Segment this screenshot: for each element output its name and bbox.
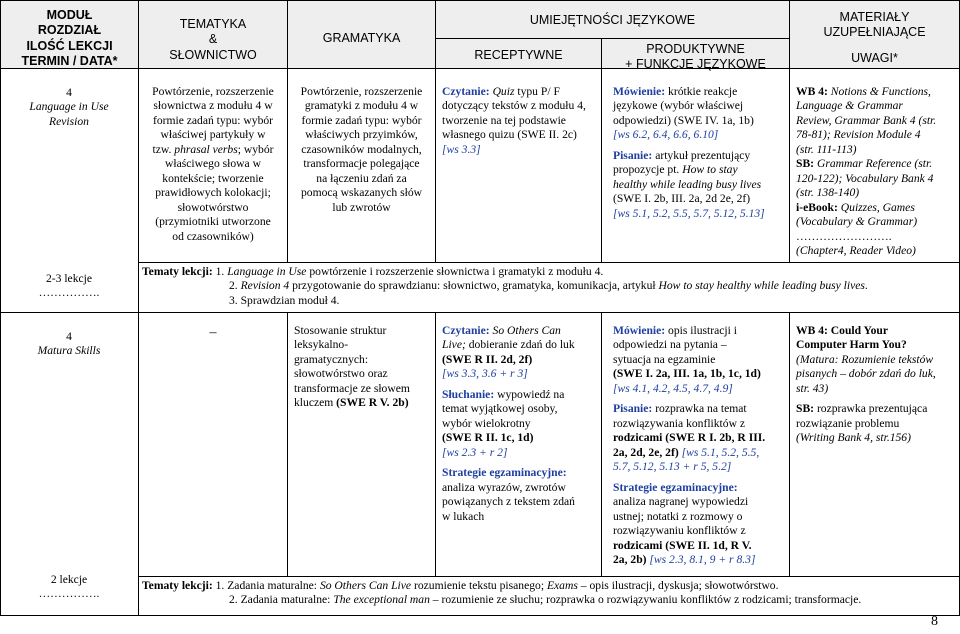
header-grammar: GRAMATYKA [322,31,401,45]
row2-receptive: Czytanie: So Others Can Live; dobieranie zdań do luk (SWE R II. 2d, 2f) [ws 3.3, 3.6 + r 3] Słuchanie: wypowiedź na temat wyjątkowej osoby, wybór wielokrotny (SWE R II. 1c, 1d) [ws 2.3 + r 2] Strategie egzaminacyjne: analiza wyrazów, zwrotów powiązanych z tekstem zdań w lukach [442,324,575,523]
divider [601,38,602,262]
divider [138,0,139,616]
row2-module: 4 Matura Skills [37,330,101,358]
divider [287,312,288,576]
divider [0,0,960,1]
header-skills: UMIEJĘTNOŚCI JĘZYKOWE [529,13,696,27]
header-materials: MATERIAŁY UZUPEŁNIAJĄCE [823,10,926,40]
divider [435,0,436,262]
divider [0,615,960,616]
divider [138,576,960,577]
page-number: 8 [931,613,938,629]
header-receptive: RECEPTYWNE [474,48,563,62]
divider [0,0,1,616]
divider [789,0,790,262]
divider [138,262,960,263]
row2-vocabulary: – [209,325,217,340]
row2-topics: Tematy lekcji: 1. Zadania maturalne: So Others Can Live rozumienie tekstu pisanego; Exams – opis ilustracji, dyskusja; słowotwórstwo. 2. Zadania maturalne: The exceptional man – rozumienie ze słuchu; rozprawka o rozwiązywaniu konfliktów z rodzicami; transformacje. [142,579,862,607]
row1-materials: WB 4: Notions & Functions, Language & Grammar Review, Grammar Bank 4 (str. 78-81); Revision Module 4 (str. 111-113) SB: Grammar Reference (str. 120-122); Vocabulary Bank 4 (str. 138-140) i-eBook: Quizzes, Games (Vocabulary & Grammar) ……………………. (Chapter4, Reader Video) [796,85,937,258]
row2-productive: Mówienie: opis ilustracji i odpowiedzi na pytania – sytuacja na egzaminie (SWE I. 2a, III. 1a, 1b, 1c, 1d) [ws 4.1, 4.2, 4.5, 4.7, 4.9] Pisanie: rozprawka na temat rozwiązywania konfliktów z rodzicami (SWE R I. 2b, R III. 2a, 2d, 2e, 2f) [ws 5.1, 5.2, 5.5, 5.7, 5.12, 5.13 + r 5, 5.2] Strategie egzaminacyjne: analiza nagranej wypowiedzi ustnej; notatki z rozmowy o rozwiązywaniu konfliktów z rodzicami (SWE II. 1d, R V. 2a, 2b) [ws 2.3, 8.1, 9 + r 8.3] [613,324,766,567]
row2-materials: WB 4: Could Your Computer Harm You? (Matura: Rozumienie tekstów pisanych – dobór zdań do luk, str. 43) SB: rozprawka prezentująca rozwiązanie problemu (Writing Bank 4, str.156) [796,324,936,445]
divider [435,312,436,576]
divider [0,312,960,313]
row1-vocabulary: Powtórzenie, rozszerzenie słownictwa z modułu 4 w formie zadań typu: wybór właściwej partykuły w tzw. phrasal verbs; wybór właściwego słowa w kontekście; tworzenie prawidłowych kolokacji; słowotwórstwo (przymiotniki utworzone od czasowników) [152,85,274,243]
divider [0,68,960,69]
divider [435,38,789,39]
row1-receptive: Czytanie: Quiz typu P/ F dotyczący tekstów z modułu 4, tworzenie na tej podstawie własnego quizu (SWE II. 2c) [ws 3.3] [442,85,586,156]
row1-grammar: Powtórzenie, rozszerzenie gramatyki z modułu 4 w formie zadań typu: wybór właściwych przyimków, czasowników modalnych, transformacje polegające na łączeniu zdań za pomocą wskazanych słów lub zwrotów [300,85,423,214]
row1-productive: Mówienie: krótkie reakcje językowe (wybór właściwej odpowiedzi) (SWE IV. 1a, 1b) [ws 6.2, 6.4, 6.6, 6.10] Pisanie: artykuł prezentujący propozycje pt. How to stay healthy while leading busy lives (SWE I. 2b, III. 2a, 2d 2e, 2f) [ws 5.1, 5.2, 5.5, 5.7, 5.12, 5.13] [613,85,765,220]
divider [287,0,288,262]
row2-lessons: 2 lekcje ……………. [38,573,100,601]
header-notes: UWAGI* [851,51,898,65]
row1-module: 4 Language in Use Revision [29,86,109,128]
header-topic-vocab: TEMATYKA & SŁOWNICTWO [169,17,257,62]
header-productive: PRODUKTYWNE + FUNKCJE JĘZYKOWE [625,42,766,72]
header-module: MODUŁ ROZDZIAŁ ILOŚĆ LEKCJI TERMIN / DATA* [21,8,118,68]
divider [789,312,790,576]
row1-topics: Tematy lekcji: 1. Language in Use powtórzenie i rozszerzenie słownictwa i gramatyki z modułu 4. 2. Revision 4 przygotowanie do sprawdzianu: słownictwo, gramatyka, komunikacja, artykuł How to stay healthy while leading busy lives. 3. Sprawdzian moduł 4. [142,265,868,307]
divider [601,312,602,576]
row2-grammar: Stosowanie struktur leksykalno- gramatycznych: słowotwórstwo oraz transformacje ze słowem kluczem (SWE R V. 2b) [294,324,410,410]
row1-lessons: 2-3 lekcje ……………. [38,272,100,300]
